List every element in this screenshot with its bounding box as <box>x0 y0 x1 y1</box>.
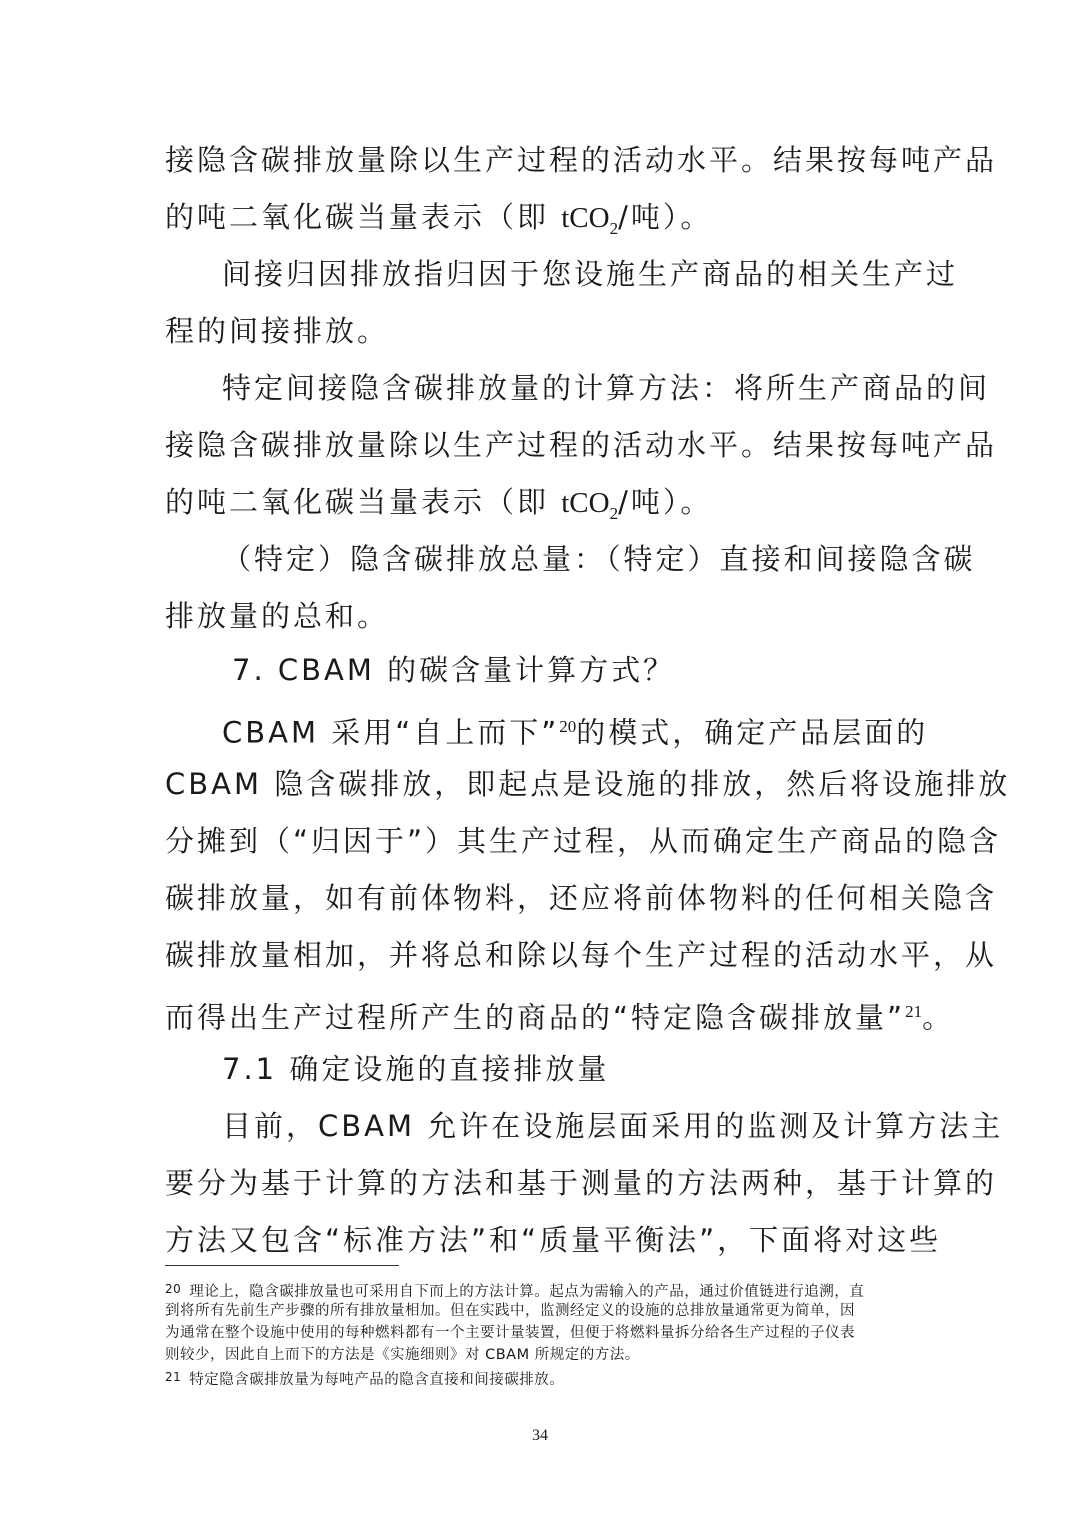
footnote-line: 为通常在整个设施中使用的每种燃料都有一个主要计量装置，但便于将燃料量拆分给各生产过程的子仪表 <box>165 1325 855 1341</box>
body-line: 的吨二氧化碳当量表示（即 tCO$_2$/吨）。 <box>165 200 713 238</box>
body-line: 碳排放量相加，并将总和除以每个生产过程的活动水平，从 <box>165 938 998 972</box>
body-line: 碳排放量，如有前体物料，还应将前体物料的任何相关隐含 <box>165 881 998 915</box>
body-line: CBAM 采用“自上而下”$^{20}$的模式，确定产品层面的 <box>222 715 929 750</box>
body-line: 的吨二氧化碳当量表示（即 tCO$_2$/吨）。 <box>165 485 713 523</box>
body-line: 方法又包含“标准方法”和“质量平衡法”，下面将对这些 <box>165 1223 942 1257</box>
body-line: 特定间接隐含碳排放量的计算方法：将所生产商品的间 <box>222 371 991 405</box>
body-line: 要分为基于计算的方法和基于测量的方法两种，基于计算的 <box>165 1166 998 1200</box>
body-line: 分摊到（“归因于”）其生产过程，从而确定生产商品的隐含 <box>165 824 1002 858</box>
body-line: 接隐含碳排放量除以生产过程的活动水平。结果按每吨产品 <box>165 428 998 462</box>
footnote-line: $^{20}$ 理论上，隐含碳排放量也可采用自下而上的方法计算。起点为需输入的产品，通过价值链进行追溯，直 <box>165 1282 865 1300</box>
footnote-line: 到将所有先前生产步骤的所有排放量相加。但在实践中，监测经定义的设施的总排放量通常更为简单，因 <box>165 1303 855 1319</box>
body-line: 程的间接排放。 <box>165 314 390 348</box>
subsection-heading: 7.1 确定设施的直接排放量 <box>222 1052 610 1086</box>
body-line: 排放量的总和。 <box>165 599 390 633</box>
footnote-line: $^{21}$ 特定隐含碳排放量为每吨产品的隐含直接和间接碳排放。 <box>165 1370 565 1388</box>
footnote-divider <box>165 1265 399 1266</box>
footnote-marker: 21 <box>165 1370 182 1384</box>
body-line: 接隐含碳排放量除以生产过程的活动水平。结果按每吨产品 <box>165 143 998 177</box>
body-line: 而得出生产过程所产生的商品的“特定隐含碳排放量”$^{21}$。 <box>165 1000 955 1035</box>
body-line: 间接归因排放指归因于您设施生产商品的相关生产过 <box>222 257 959 291</box>
body-line: 目前，CBAM 允许在设施层面采用的监测及计算方法主 <box>222 1109 1004 1143</box>
body-line: （特定）隐含碳排放总量：（特定）直接和间接隐含碳 <box>222 542 976 576</box>
section-heading: 7. CBAM 的碳含量计算方式？ <box>232 653 676 687</box>
footnote-line: 则较少，因此自上而下的方法是《实施细则》对 CBAM 所规定的方法。 <box>165 1347 640 1363</box>
body-line: CBAM 隐含碳排放，即起点是设施的排放，然后将设施排放 <box>165 767 1011 801</box>
footnote-marker: 20 <box>165 1282 182 1296</box>
page-number: 34 <box>532 1427 548 1444</box>
